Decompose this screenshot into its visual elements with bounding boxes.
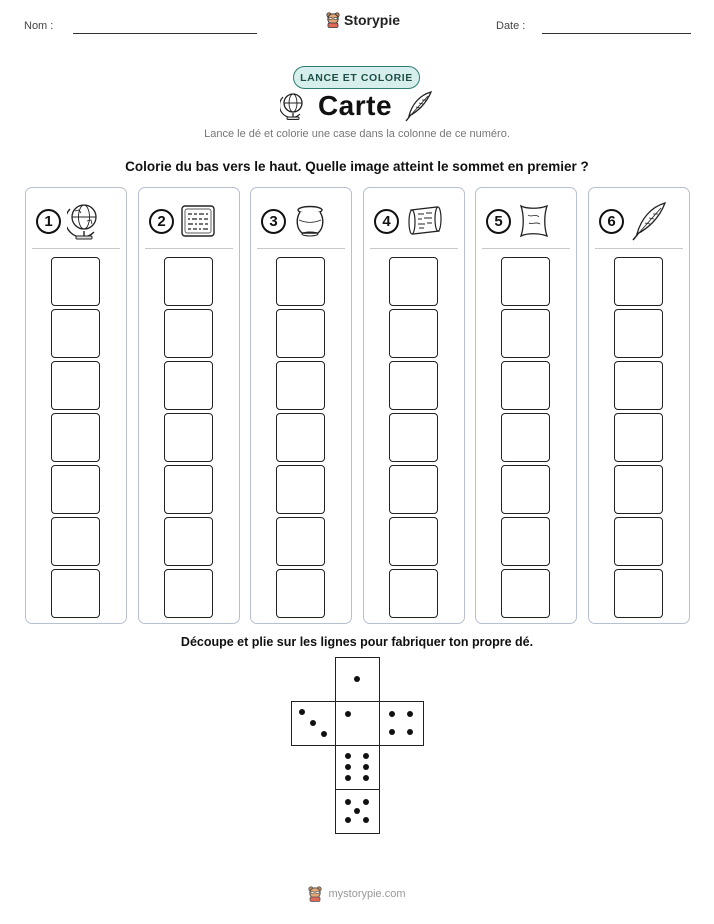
clay-pot-icon xyxy=(292,204,328,238)
name-line[interactable] xyxy=(73,33,257,34)
die-face-center xyxy=(335,701,380,746)
color-box[interactable] xyxy=(51,413,100,462)
color-box[interactable] xyxy=(164,465,213,514)
pip xyxy=(345,753,351,759)
column-header xyxy=(486,201,570,241)
pip xyxy=(310,720,316,726)
column-number: 3 xyxy=(261,209,286,234)
color-box[interactable] xyxy=(164,569,213,618)
column-number: 6 xyxy=(599,209,624,234)
color-box[interactable] xyxy=(614,361,663,410)
pip xyxy=(363,764,369,770)
color-box[interactable] xyxy=(389,517,438,566)
die-face-5 xyxy=(335,789,380,834)
color-box[interactable] xyxy=(389,361,438,410)
date-label: Date : xyxy=(496,20,526,32)
scroll-map-icon xyxy=(405,204,445,238)
color-box[interactable] xyxy=(164,257,213,306)
color-box[interactable] xyxy=(501,517,550,566)
die-face-6 xyxy=(335,745,380,790)
die-face-1 xyxy=(335,657,380,702)
color-box[interactable] xyxy=(501,465,550,514)
color-box[interactable] xyxy=(614,309,663,358)
column-header xyxy=(149,201,233,241)
die-face-4 xyxy=(379,701,424,746)
pip xyxy=(354,808,360,814)
pip xyxy=(407,711,413,717)
activity-badge: LANCE ET COLORIE xyxy=(293,66,420,89)
color-box[interactable] xyxy=(389,257,438,306)
column-divider xyxy=(257,248,345,249)
color-box[interactable] xyxy=(276,309,325,358)
column-number: 4 xyxy=(374,209,399,234)
storypie-logo xyxy=(326,12,400,28)
color-box[interactable] xyxy=(501,257,550,306)
column-header xyxy=(599,201,683,241)
column-5 xyxy=(475,187,577,624)
die-face-3 xyxy=(291,701,336,746)
pip xyxy=(363,753,369,759)
color-box[interactable] xyxy=(276,361,325,410)
parchment-icon xyxy=(517,203,551,239)
column-2 xyxy=(138,187,240,624)
column-header xyxy=(36,201,120,241)
color-box[interactable] xyxy=(276,517,325,566)
bear-mascot-icon xyxy=(308,886,322,902)
color-box[interactable] xyxy=(164,361,213,410)
color-box[interactable] xyxy=(51,465,100,514)
pip xyxy=(363,799,369,805)
die-instruction: Découpe et plie sur les lignes pour fabriquer ton propre dé. xyxy=(180,635,534,649)
brand-name: Storypie xyxy=(344,12,401,28)
date-line[interactable] xyxy=(542,33,691,34)
color-box[interactable] xyxy=(164,413,213,462)
column-divider xyxy=(32,248,120,249)
color-box[interactable] xyxy=(276,413,325,462)
column-divider xyxy=(145,248,233,249)
column-divider xyxy=(482,248,570,249)
color-box[interactable] xyxy=(276,257,325,306)
column-divider xyxy=(370,248,458,249)
color-box[interactable] xyxy=(276,465,325,514)
color-box[interactable] xyxy=(51,569,100,618)
page-title: Carte xyxy=(317,90,393,121)
pip xyxy=(389,729,395,735)
color-box[interactable] xyxy=(389,465,438,514)
pip xyxy=(407,729,413,735)
column-1 xyxy=(25,187,127,624)
footer xyxy=(0,886,714,902)
column-3 xyxy=(250,187,352,624)
column-header xyxy=(261,201,345,241)
pip xyxy=(345,775,351,781)
color-box[interactable] xyxy=(501,569,550,618)
title-row xyxy=(0,90,714,122)
pip xyxy=(354,676,360,682)
pip xyxy=(345,764,351,770)
subtitle: Lance le dé et colorie une case dans la colonne de ce numéro. xyxy=(204,128,510,140)
globe-icon xyxy=(280,91,306,121)
pip xyxy=(345,799,351,805)
column-6 xyxy=(588,187,690,624)
pip xyxy=(363,817,369,823)
pip xyxy=(345,817,351,823)
color-box[interactable] xyxy=(164,309,213,358)
globe-icon xyxy=(67,201,101,241)
ancient-tablet-icon xyxy=(180,204,216,238)
column-number: 1 xyxy=(36,209,61,234)
color-box[interactable] xyxy=(389,413,438,462)
column-header xyxy=(374,201,458,241)
pip xyxy=(345,711,351,717)
column-number: 2 xyxy=(149,209,174,234)
column-number: 5 xyxy=(486,209,511,234)
footer-url[interactable]: mystorypie.com xyxy=(328,888,406,900)
pip xyxy=(363,775,369,781)
color-box[interactable] xyxy=(614,257,663,306)
pip xyxy=(321,731,327,737)
quill-feather-icon xyxy=(630,201,668,241)
pip xyxy=(299,709,305,715)
color-box[interactable] xyxy=(614,413,663,462)
color-box[interactable] xyxy=(51,257,100,306)
color-box[interactable] xyxy=(614,569,663,618)
pip xyxy=(389,711,395,717)
color-box[interactable] xyxy=(501,361,550,410)
color-box[interactable] xyxy=(614,517,663,566)
column-divider xyxy=(595,248,683,249)
color-box[interactable] xyxy=(501,413,550,462)
color-box[interactable] xyxy=(389,569,438,618)
color-box[interactable] xyxy=(501,309,550,358)
instruction: Colorie du bas vers le haut. Quelle image atteint le sommet en premier ? xyxy=(125,159,589,174)
bear-mascot-icon xyxy=(326,12,340,28)
color-box[interactable] xyxy=(51,517,100,566)
color-box[interactable] xyxy=(164,517,213,566)
color-box[interactable] xyxy=(389,309,438,358)
color-box[interactable] xyxy=(614,465,663,514)
name-label: Nom : xyxy=(24,20,54,32)
column-4 xyxy=(363,187,465,624)
color-box[interactable] xyxy=(51,361,100,410)
color-box[interactable] xyxy=(276,569,325,618)
quill-feather-icon xyxy=(404,90,434,122)
color-box[interactable] xyxy=(51,309,100,358)
